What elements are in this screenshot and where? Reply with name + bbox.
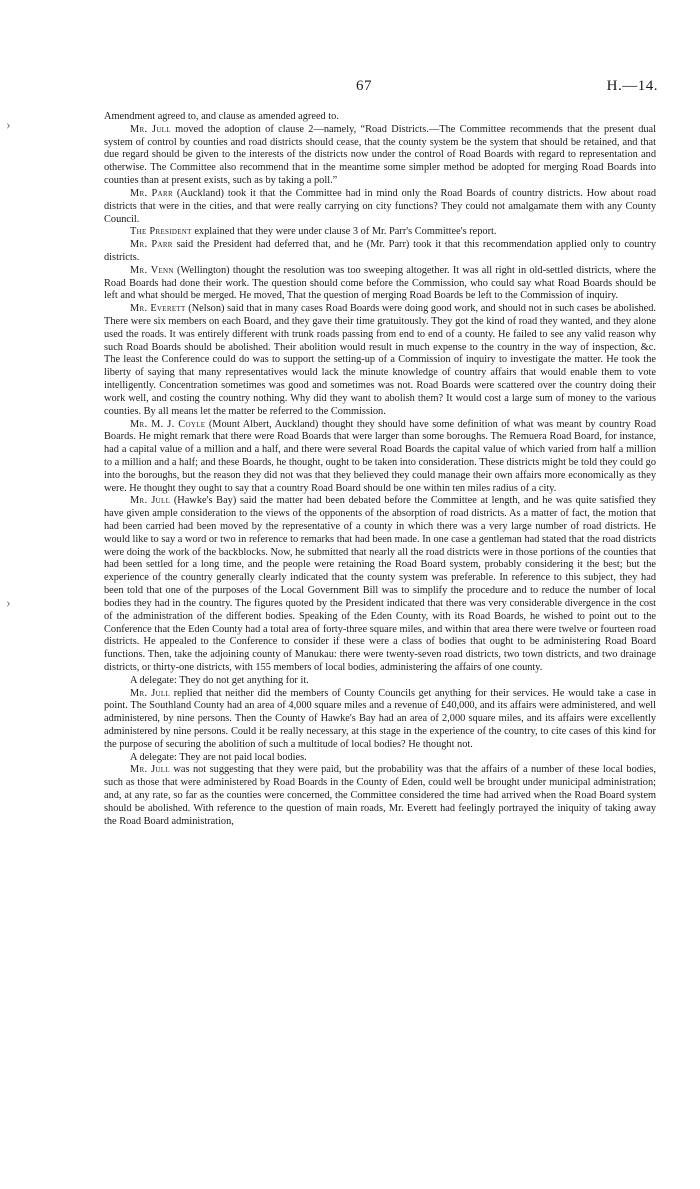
speaker-name: Mr. Jull (130, 495, 171, 507)
paragraph: Mr. Venn (Wellington) thought the resolution was too sweeping altogether. It was all right in old-settled districts, where the Road Boards had done their work. The question should come before the Commission, who could say what Road Boards should be left and what should be merged. He moved, That the question of merging Road Boards be left to the Commission of inquiry. (104, 264, 656, 302)
speaker-name: Mr. Jull (130, 687, 171, 699)
speaker-name: Mr. Jull (130, 764, 170, 776)
paragraph: Mr. Jull replied that neither did the members of County Councils get anything for their services. He would take a case in point. The Southland County had an area of 4,000 square miles and a revenue of £40,000, and its affairs were administered, and well administered, by nine persons. Then the County of Hawke's Bay had an area of 2,000 square miles, and its affairs were excellently administered by nine persons. Could it be really necessary, at this stage in the experience of the country, to cite cases of this kind for the purpose of securing the abolition of such a multitude of local bodies? He thought not. (104, 687, 656, 750)
paragraph: A delegate: They are not paid local bodies. (130, 751, 307, 763)
document-reference: H.—14. (606, 78, 658, 94)
paragraph: Mr. M. J. Coyle (Mount Albert, Auckland) thought they should have some definition of what was meant by country Road Boards. He might remark that there were Road Boards that were larger than some boroughs. The Remuera Road Board, for instance, had a capital value of a million and a half, and there were several Road Boards the capital value of which varied from half a million to a million and a half; and these Boards, he thought, ought to be taken into consideration. These districts might be told they could go into the boroughs, but the reason they did not was that they believed they could manage their own affairs more economically as they were. He thought they ought to say that a country Road Board should be one within ten miles radius of a city. (104, 418, 656, 494)
paragraph: A delegate: They do not get anything for it. (130, 674, 309, 686)
speaker-name: Mr. M. J. Coyle (130, 418, 206, 430)
paragraph: Mr. Parr (Auckland) took it that the Committee had in mind only the Road Boards of country districts. How about road districts that were in the cities, and that were really carrying on city functions? They could not amalgamate them with any County Council. (104, 187, 657, 225)
page-number: 67 (356, 78, 372, 94)
paragraph: Amendment agreed to, and clause as amended agreed to. (104, 111, 339, 122)
margin-mark: › (6, 118, 11, 133)
paragraph: Mr. Jull moved the adoption of clause 2—namely, “Road Districts.—The Committee recommends that the present dual system of control by counties and road districts should cease, that the county system be the system that should be retained, and that due regard should be given to the interests of the districts now under the control of Road Boards with regard to representation and otherwise. The Committee also recommend that in the meantime some simpler method be adopted for merging Road Boards into counties than at present exists, such as by taking a poll.” (104, 123, 656, 187)
paragraph: Mr. Jull (Hawke's Bay) said the matter had been debated before the Committee at length, and he was quite satisfied they have given ample consideration to the views of the opponents of the absorption of road districts. As a matter of fact, the motion that had been carried had been moved by the representative of a county in which there was a very large number of road districts. He would like to say a word or two in reference to remarks that had been made. In one case a gentleman had stated that the road districts were doing the work of the backblocks. Now, he submitted that nearly all the road districts were in those portions of the counties that had been settled for a long time, and the people were retaining the Road Board system, probably considering it the best; but the experience of the country generally clearly indicated that the county system was preferable. In reference to this subject, they had been told that one of the purposes of the Local Government Bill was to simplify the procedure and to reduce the number of local bodies they had in the country. The figures quoted by the President indicated that there was very considerable divergence in the cost of the administration of the different bodies. Speaking of the Eden County, with its Road Boards, he wished to point out to the Conference that the Eden County had a total area of forty-three square miles, and within that area there were twelve or fourteen road districts. He appealed to the Conference to consider if these were a class of bodies that ought to be administering Road Board functions. Then, take the adjoining county of Manukau: there were twenty-seven road districts, two town districts, and two drainage districts, or thirty-one districts, with 155 members of local bodies, administering the affairs of one county. (104, 495, 656, 673)
speaker-name: Mr. Venn (130, 264, 174, 276)
page-header (0, 78, 700, 100)
paragraph: Mr. Everett (Nelson) said that in many cases Road Boards were doing good work, and should not in such cases be abolished. There were six members on each Board, and they gave their time gratuitously. They got the kind of road they wanted, and they alone used the roads. It was entirely different with trunk roads passing from end to end of a county. He failed to see any valid reason why such Road Boards should be abolished. Their abolition would result in much expense to the country in the way of inspection, &c. The least the Conference could do was to support the setting-up of a Commission of inquiry to investigate the matter. He took the liberty of saying that many representatives would lack the minute knowledge of country affairs that would enable them to vote intelligently. Concentration sometimes was good and sometimes was not. Road Boards were scattered over the country doing their work well, and costing the country nothing. Why did they want to abolish them? It would cost a large sum of money to the various counties. By all means let the matter be referred to the Commission. (104, 303, 657, 417)
speaker-name: The President (130, 226, 192, 238)
speaker-name: Mr. Parr (130, 187, 173, 199)
paragraph: The President explained that they were under clause 3 of Mr. Parr's Committee's report. (130, 226, 497, 238)
speaker-name: Mr. Jull (130, 123, 171, 135)
speaker-name: Mr. Everett (130, 303, 186, 315)
margin-mark: › (6, 596, 11, 611)
speaker-name: Mr. Parr (130, 239, 173, 251)
paragraph: Mr. Jull was not suggesting that they were paid, but the probability was that the affairs of a number of these local bodies, such as those that were administered by Road Boards in the County of Eden, could well be brought under municipal administration; and, at any rate, so far as the counties were concerned, the Committee considered the time had arrived when the Road Board system should be abolished. With reference to the question of main roads, Mr. Everett had feelingly portrayed the iniquity of taking away the Road Board administration, (104, 764, 656, 827)
document-body (104, 111, 656, 829)
paragraph: Mr. Parr said the President had deferred that, and he (Mr. Parr) took it that this recommendation applied only to country districts. (104, 239, 656, 263)
